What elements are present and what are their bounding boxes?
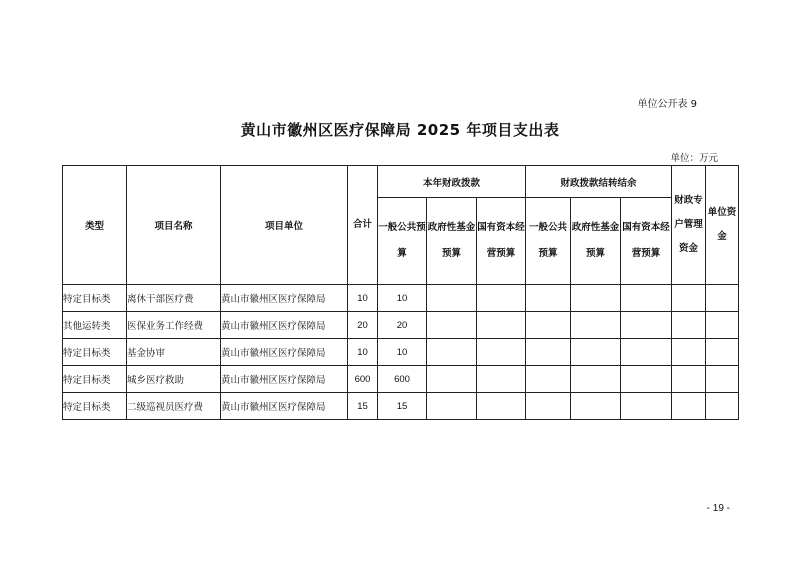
project-expenditure-table — [62, 165, 739, 420]
header-special-account-fund: 财政专户管理资金 — [672, 166, 706, 285]
header-project-name: 项目名称 — [127, 166, 221, 285]
header-unit-fund: 单位资金 — [706, 166, 739, 285]
cell-empty — [621, 312, 672, 339]
cell-general-budget: 10 — [378, 339, 427, 366]
header-carry-government-fund-budget: 政府性基金预算 — [571, 198, 621, 285]
header-carry-general-public-budget: 一般公共预算 — [526, 198, 571, 285]
cell-general-budget: 600 — [378, 366, 427, 393]
cell-empty — [427, 285, 477, 312]
cell-empty — [706, 312, 739, 339]
header-government-fund-budget: 政府性基金预算 — [427, 198, 477, 285]
cell-empty — [621, 285, 672, 312]
cell-empty — [477, 366, 526, 393]
cell-project-unit: 黄山市徽州区医疗保障局 — [221, 393, 348, 420]
table-row — [63, 339, 739, 366]
cell-empty — [477, 312, 526, 339]
page-number: - 19 - — [706, 503, 730, 514]
cell-empty — [672, 312, 706, 339]
cell-project-name: 基金协审 — [127, 339, 221, 366]
header-general-public-budget: 一般公共预算 — [378, 198, 427, 285]
cell-project-unit: 黄山市徽州区医疗保障局 — [221, 285, 348, 312]
cell-empty — [526, 393, 571, 420]
cell-type: 特定目标类 — [63, 393, 127, 420]
cell-empty — [672, 393, 706, 420]
header-carry-state-capital-budget: 国有资本经营预算 — [621, 198, 672, 285]
cell-project-unit: 黄山市徽州区医疗保障局 — [221, 339, 348, 366]
cell-empty — [571, 393, 621, 420]
cell-empty — [621, 393, 672, 420]
cell-empty — [706, 366, 739, 393]
cell-empty — [672, 285, 706, 312]
cell-total: 600 — [348, 366, 378, 393]
cell-general-budget: 15 — [378, 393, 427, 420]
cell-empty — [672, 339, 706, 366]
header-state-capital-budget: 国有资本经营预算 — [477, 198, 526, 285]
cell-project-name: 离休干部医疗费 — [127, 285, 221, 312]
cell-project-name: 城乡医疗救助 — [127, 366, 221, 393]
cell-empty — [526, 366, 571, 393]
cell-empty — [706, 339, 739, 366]
cell-empty — [526, 339, 571, 366]
cell-type: 特定目标类 — [63, 366, 127, 393]
table-row — [63, 285, 739, 312]
cell-project-unit: 黄山市徽州区医疗保障局 — [221, 366, 348, 393]
table-row — [63, 366, 739, 393]
header-carryover-balance: 财政拨款结转结余 — [526, 166, 672, 198]
cell-empty — [571, 312, 621, 339]
cell-empty — [427, 366, 477, 393]
cell-type: 其他运转类 — [63, 312, 127, 339]
cell-type: 特定目标类 — [63, 339, 127, 366]
cell-empty — [526, 312, 571, 339]
cell-general-budget: 20 — [378, 312, 427, 339]
cell-empty — [571, 339, 621, 366]
cell-empty — [621, 366, 672, 393]
cell-empty — [477, 285, 526, 312]
cell-project-name: 二级巡视员医疗费 — [127, 393, 221, 420]
cell-empty — [706, 393, 739, 420]
cell-total: 15 — [348, 393, 378, 420]
cell-empty — [526, 285, 571, 312]
cell-total: 10 — [348, 285, 378, 312]
header-type: 类型 — [63, 166, 127, 285]
cell-empty — [621, 339, 672, 366]
cell-empty — [477, 339, 526, 366]
cell-project-unit: 黄山市徽州区医疗保障局 — [221, 312, 348, 339]
cell-empty — [571, 285, 621, 312]
cell-project-name: 医保业务工作经费 — [127, 312, 221, 339]
cell-total: 10 — [348, 339, 378, 366]
header-current-year-appropriation: 本年财政拨款 — [378, 166, 526, 198]
cell-type: 特定目标类 — [63, 285, 127, 312]
cell-empty — [706, 285, 739, 312]
page-title: 黄山市徽州区医疗保障局 2025 年项目支出表 — [240, 121, 560, 139]
cell-empty — [427, 312, 477, 339]
cell-general-budget: 10 — [378, 285, 427, 312]
cell-empty — [427, 339, 477, 366]
header-total: 合计 — [348, 166, 378, 285]
unit-label: 单位：万元 — [670, 153, 718, 164]
cell-empty — [571, 366, 621, 393]
header-project-unit: 项目单位 — [221, 166, 348, 285]
cell-total: 20 — [348, 312, 378, 339]
cell-empty — [672, 366, 706, 393]
cell-empty — [427, 393, 477, 420]
table-row — [63, 312, 739, 339]
cell-empty — [477, 393, 526, 420]
page-label: 单位公开表 9 — [637, 99, 697, 110]
table-row — [63, 393, 739, 420]
